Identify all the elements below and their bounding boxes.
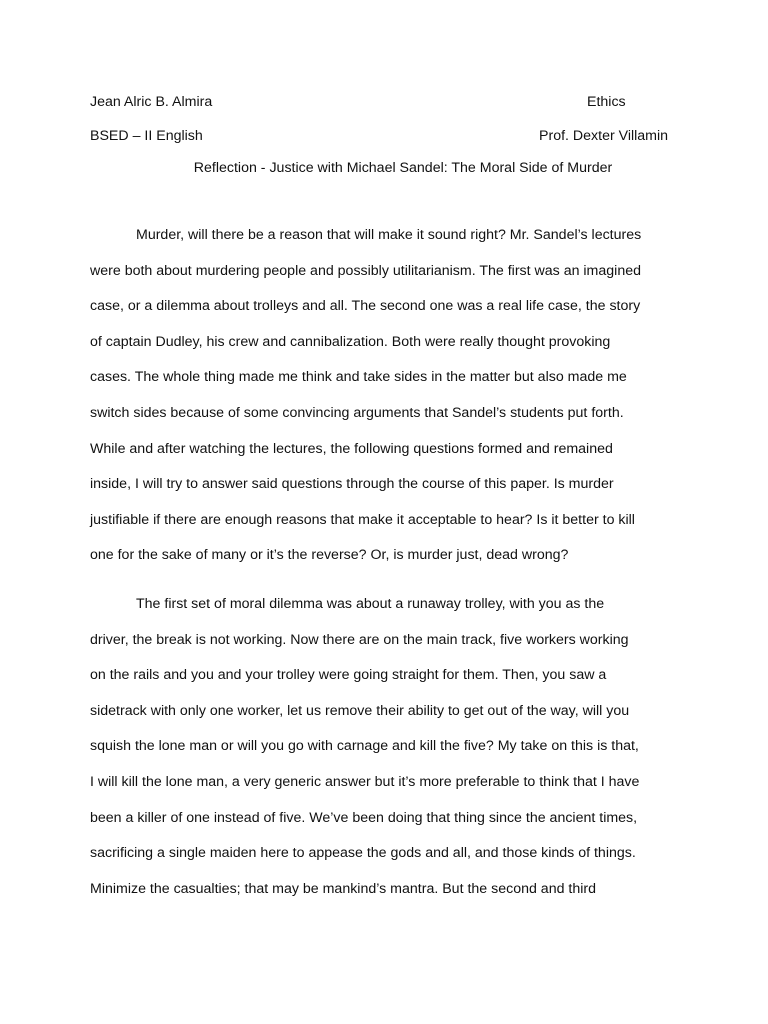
- paragraph-line: switch sides because of some convincing arguments that Sandel’s students put forth.: [90, 404, 624, 421]
- paragraph-line: Murder, will there be a reason that will make it sound right? Mr. Sandel’s lectures: [136, 227, 642, 243]
- paragraph-line: cases. The whole thing made me think and take sides in the matter but also made me: [90, 369, 627, 386]
- document-title: Reflection - Justice with Michael Sandel: The Moral Side of Murder: [193, 160, 613, 176]
- paragraph-line: driver, the break is not working. Now there are on the main track, five workers working: [90, 631, 629, 648]
- author-name: Jean Alric B. Almira: [90, 94, 213, 110]
- paragraph-line: Minimize the casualties; that may be mankind’s mantra. But the second and third: [90, 880, 597, 897]
- paragraph-line: one for the sake of many or it’s the reverse? Or, is murder just, dead wrong?: [90, 547, 569, 564]
- header-row-1: [90, 92, 677, 112]
- paragraph-line: of captain Dudley, his crew and cannibalization. Both were really thought provoking: [90, 333, 611, 350]
- paragraph-1: [90, 218, 678, 574]
- paragraph-line: on the rails and you and your trolley were going straight for them. Then, you saw a: [90, 667, 607, 684]
- paragraph-line: justifiable if there are enough reasons that make it acceptable to hear? Is it better to kill: [90, 511, 635, 528]
- paragraph-line: I will kill the lone man, a very generic answer but it’s more preferable to think that I have: [90, 773, 640, 790]
- course-name: BSED – II English: [90, 128, 203, 144]
- header-row-2: [90, 126, 677, 146]
- subject-name: Ethics: [587, 94, 626, 110]
- paragraph-line: case, or a dilemma about trolleys and all. The second one was a real life case, the story: [90, 298, 641, 315]
- paragraph-line: squish the lone man or will you go with carnage and kill the five? My take on this is that,: [90, 738, 639, 755]
- paragraph-line: While and after watching the lectures, the following questions formed and remained: [90, 440, 613, 457]
- paragraph-line: were both about murdering people and possibly utilitarianism. The first was an imagined: [90, 262, 641, 279]
- paragraph-line: The first set of moral dilemma was about a runaway trolley, with you as the: [136, 596, 605, 612]
- paragraph-line: sacrificing a single maiden here to appease the gods and all, and those kinds of things.: [90, 845, 636, 862]
- paragraph-line: been a killer of one instead of five. We’ve been doing that thing since the ancient times,: [90, 809, 638, 826]
- paragraph-line: inside, I will try to answer said questions through the course of this paper. Is murder: [90, 476, 614, 493]
- paragraph-line: sidetrack with only one worker, let us remove their ability to get out of the way, will you: [90, 702, 630, 719]
- paragraph-2: [90, 587, 678, 907]
- professor-name: Prof. Dexter Villamin: [539, 128, 669, 144]
